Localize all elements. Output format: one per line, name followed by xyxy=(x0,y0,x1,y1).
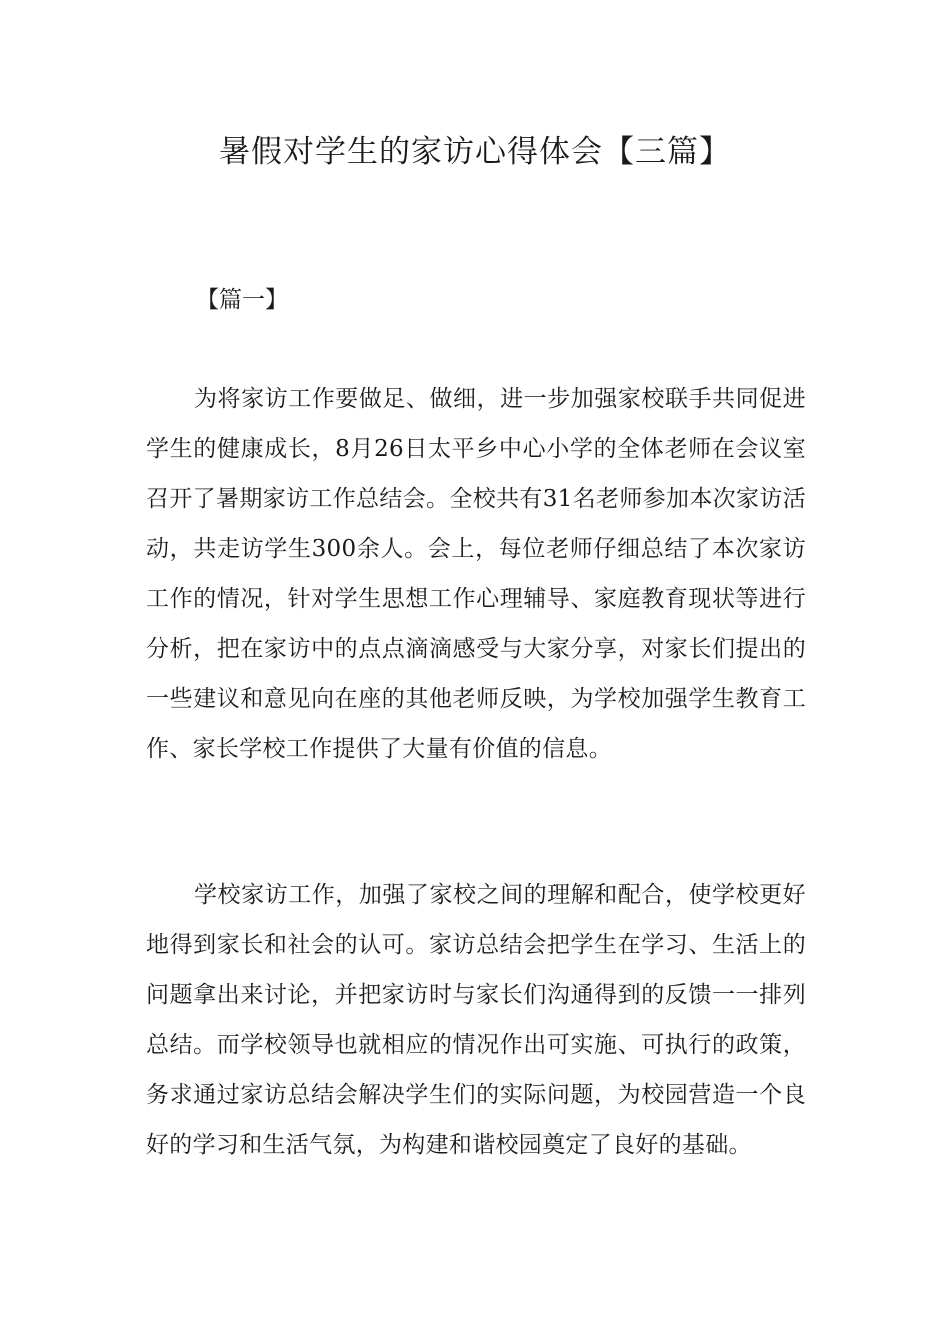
section-label: 【篇一】 xyxy=(196,287,288,313)
document-title: 暑假对学生的家访心得体会【三篇】 xyxy=(219,134,731,170)
paragraph: 学校家访工作，加强了家校之间的理解和配合，使学校更好地得到家长和社会的认可。家访总结会把学生在学习、生活上的问题拿出来讨论，并把家访时与家长们沟通得到的反馈一一排列总结。而学校领导也就相应的情况作出可实施、可执行的政策，务求通过家访总结会解决学生们的实际问题，为校园营造一个良好的学习和生活气氛，为构建和谐校园奠定了良好的基础。 xyxy=(146,882,806,1158)
paragraph: 为将家访工作要做足、做细，进一步加强家校联手共同促进学生的健康成长，8月26日太平乡中心小学的全体老师在会议室召开了暑期家访工作总结会。全校共有31名老师参加本次家访活动，共走访学生300余人。会上，每位老师仔细总结了本次家访工作的情况，针对学生思想工作心理辅导、家庭教育现状等进行分析，把在家访中的点点滴滴感受与大家分享，对家长们提出的一些建议和意见向在座的其他老师反映，为学校加强学生教育工作、家长学校工作提供了大量有价值的信息。 xyxy=(146,386,806,762)
